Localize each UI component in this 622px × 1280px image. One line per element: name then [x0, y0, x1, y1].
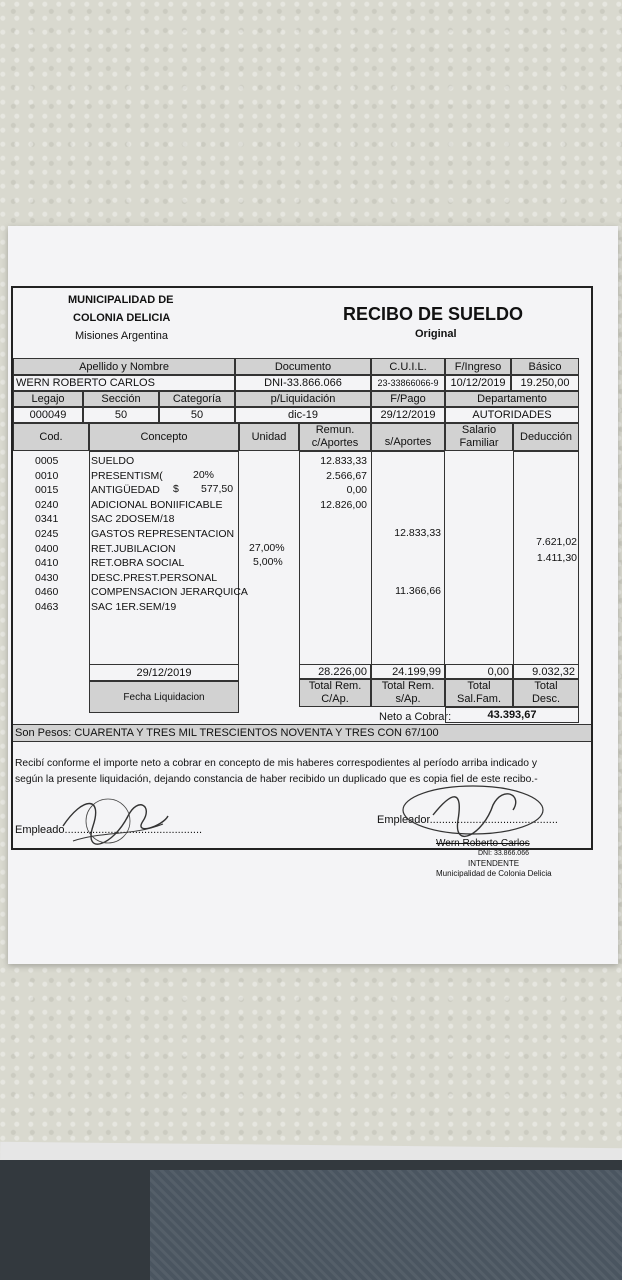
- s-aportes-column: [371, 451, 445, 665]
- label-line: Total Rem.: [308, 680, 362, 692]
- col-unidad: Unidad: [239, 423, 299, 451]
- deduccion-jubilacion: 7.621,02: [536, 536, 577, 548]
- label-basico: Básico: [511, 358, 579, 375]
- son-pesos-row: [13, 724, 591, 742]
- fecha-liquidacion-label: Fecha Liquidacion: [89, 681, 239, 713]
- c-aportes-cell: 2.566,67: [326, 469, 367, 482]
- payslip-paper: [8, 226, 618, 964]
- employer-name-2: COLONIA DELICIA: [73, 312, 171, 324]
- stamp-role: INTENDENTE: [468, 859, 520, 868]
- concepto-cell: ANTIGÜEDAD: [91, 484, 160, 497]
- unidad-jubilacion: 27,00%: [249, 541, 285, 554]
- fecha-liquidacion-value: 29/12/2019: [89, 664, 239, 681]
- employee-name: WERN ROBERTO CARLOS: [13, 375, 235, 391]
- label-legajo: Legajo: [13, 391, 83, 407]
- unidad-obra-social: 5,00%: [253, 556, 283, 569]
- col-c-aportes: [299, 423, 371, 451]
- col-familiar-label: Familiar: [459, 437, 499, 449]
- cod-cell: 0341: [35, 513, 59, 526]
- employee-liquidacion: dic-19: [235, 407, 371, 423]
- cod-cell: 0015: [35, 484, 59, 497]
- stamp-dni: DNI: 33.866.066: [478, 850, 529, 857]
- employee-basico: 19.250,00: [511, 375, 579, 391]
- label-line: Total Rem.: [381, 680, 435, 692]
- declaration-line-1: Recibí conforme el importe neto a cobrar en concepto de mis haberes correspodientes al período arriba indicado y: [15, 758, 537, 769]
- cod-cell: 0240: [35, 498, 59, 511]
- col-deduccion: Deducción: [513, 423, 579, 451]
- c-aportes-cell: 12.833,33: [320, 455, 367, 467]
- label-ingreso: F/Ingreso: [445, 358, 511, 375]
- presentismo-percent: 20%: [193, 468, 215, 481]
- label-document: Documento: [235, 358, 371, 375]
- total-s-aportes: 24.199,99: [371, 664, 445, 679]
- empleador-text: Empleador: [377, 814, 430, 826]
- label-departamento: Departamento: [445, 391, 579, 407]
- c-aportes-cell: 0,00: [346, 484, 367, 497]
- empleado-label: Empleado.............................................: [15, 824, 203, 836]
- label-liquidacion: p/Liquidación: [235, 391, 371, 407]
- total-c-aportes: 28.226,00: [299, 664, 371, 679]
- label-name: Apellido y Nombre: [13, 358, 235, 375]
- s-aportes-gastos: 12.833,33: [394, 527, 441, 539]
- total-desc: 9.032,32: [513, 664, 579, 679]
- stamp-org: Municipalidad de Colonia Delicia: [436, 869, 552, 878]
- label-line: Total: [534, 680, 558, 692]
- cod-cell: 0400: [35, 542, 59, 555]
- cod-cell: 0010: [35, 469, 59, 482]
- total-sal-fam: 0,00: [445, 664, 513, 679]
- fabric: [150, 1170, 622, 1280]
- col-concepto: Concepto: [89, 423, 239, 451]
- label-line: C/Ap.: [321, 693, 349, 705]
- cod-cell: 0245: [35, 527, 59, 540]
- col-salario: [445, 423, 513, 451]
- label-line: Total: [467, 680, 491, 692]
- c-aportes-list: [303, 454, 367, 512]
- payslip-frame: [11, 286, 593, 850]
- neto-label: Neto a Cobrar:: [379, 711, 452, 723]
- employee-departamento: AUTORIDADES: [445, 407, 579, 423]
- employee-ingreso: 10/12/2019: [445, 375, 511, 391]
- employee-signature: [53, 786, 173, 856]
- floor-background: [0, 1160, 622, 1280]
- label-categoria: Categoría: [159, 391, 235, 407]
- receipt-title: RECIBO DE SUELDO: [343, 304, 524, 324]
- declaration-line-2: según la presente liquidación, dejando constancia de haber recibido un duplicado que es copia fiel de este recibo.-: [15, 774, 538, 785]
- deduccion-obra-social: 1.411,30: [536, 552, 577, 564]
- cod-cell: 0463: [35, 600, 59, 613]
- employee-fpago: 29/12/2019: [371, 407, 445, 423]
- total-s-aportes-label: [371, 679, 445, 707]
- concepto-cell: DESC.PREST.PERSONAL: [91, 571, 218, 584]
- concepto-cell: RET.JUBILACION: [91, 542, 176, 555]
- label-fpago: F/Pago: [371, 391, 445, 407]
- concepto-cell: COMPENSACION JERARQUICA: [91, 586, 248, 599]
- concepto-cell: SAC 2DOSEM/18: [91, 513, 175, 526]
- cod-cell: 0430: [35, 571, 59, 584]
- cod-cell: 0410: [35, 557, 59, 570]
- concepto-cell: SAC 1ER.SEM/19: [91, 600, 177, 613]
- empleado-text: Empleado: [15, 824, 65, 836]
- label-seccion: Sección: [83, 391, 159, 407]
- cod-cell: 0005: [35, 455, 59, 467]
- antiguedad-amount: 577,50: [201, 483, 234, 496]
- receipt-copy: Original: [415, 328, 457, 340]
- son-pesos-label: Son Pesos:: [15, 727, 72, 739]
- col-salario-label: Salario: [461, 424, 497, 436]
- label-line: Sal.Fam.: [456, 693, 501, 705]
- total-c-aportes-label: [299, 679, 371, 707]
- stamp-name: Wern Roberto Carlos: [436, 838, 530, 849]
- col-s-aportes: s/Aportes: [371, 423, 445, 451]
- cod-cell: 0460: [35, 586, 59, 599]
- concepto-cell: SUELDO: [91, 455, 135, 467]
- employee-seccion: 50: [83, 407, 159, 423]
- employer-name-1: MUNICIPALIDAD DE: [68, 294, 174, 306]
- total-sal-fam-label: [445, 679, 513, 707]
- concepto-cell: RET.OBRA SOCIAL: [91, 557, 185, 570]
- total-desc-label: [513, 679, 579, 707]
- antiguedad-currency: $: [173, 483, 179, 496]
- cod-list: [35, 454, 58, 615]
- employer-location: Misiones Argentina: [75, 330, 168, 342]
- concepto-cell: ADICIONAL BONIIFICABLE: [91, 498, 223, 511]
- concepto-cell: GASTOS REPRESENTACION: [91, 527, 235, 540]
- son-pesos-text: CUARENTA Y TRES MIL TRESCIENTOS NOVENTA Y TRES CON 67/100: [74, 727, 439, 739]
- label-line: Desc.: [531, 693, 561, 705]
- col-remun-label: Remun.: [315, 424, 355, 436]
- employee-cuil: 23-33866066-9: [371, 375, 445, 391]
- employee-categoria: 50: [159, 407, 235, 423]
- col-c-aportes-label: c/Aportes: [311, 437, 359, 449]
- col-cod: Cod.: [13, 423, 89, 451]
- c-aportes-cell: 12.826,00: [320, 498, 367, 511]
- concepto-cell: PRESENTISM(: [91, 469, 163, 482]
- label-line: s/Ap.: [395, 693, 421, 705]
- concepto-list: [91, 454, 248, 615]
- empleador-label: Empleador..........................................: [377, 814, 558, 826]
- neto-value: 43.393,67: [445, 707, 579, 723]
- label-cuil: C.U.I.L.: [371, 358, 445, 375]
- employee-document: DNI-33.866.066: [235, 375, 371, 391]
- s-aportes-compensacion: 11.366,66: [395, 585, 441, 598]
- employee-legajo: 000049: [13, 407, 83, 423]
